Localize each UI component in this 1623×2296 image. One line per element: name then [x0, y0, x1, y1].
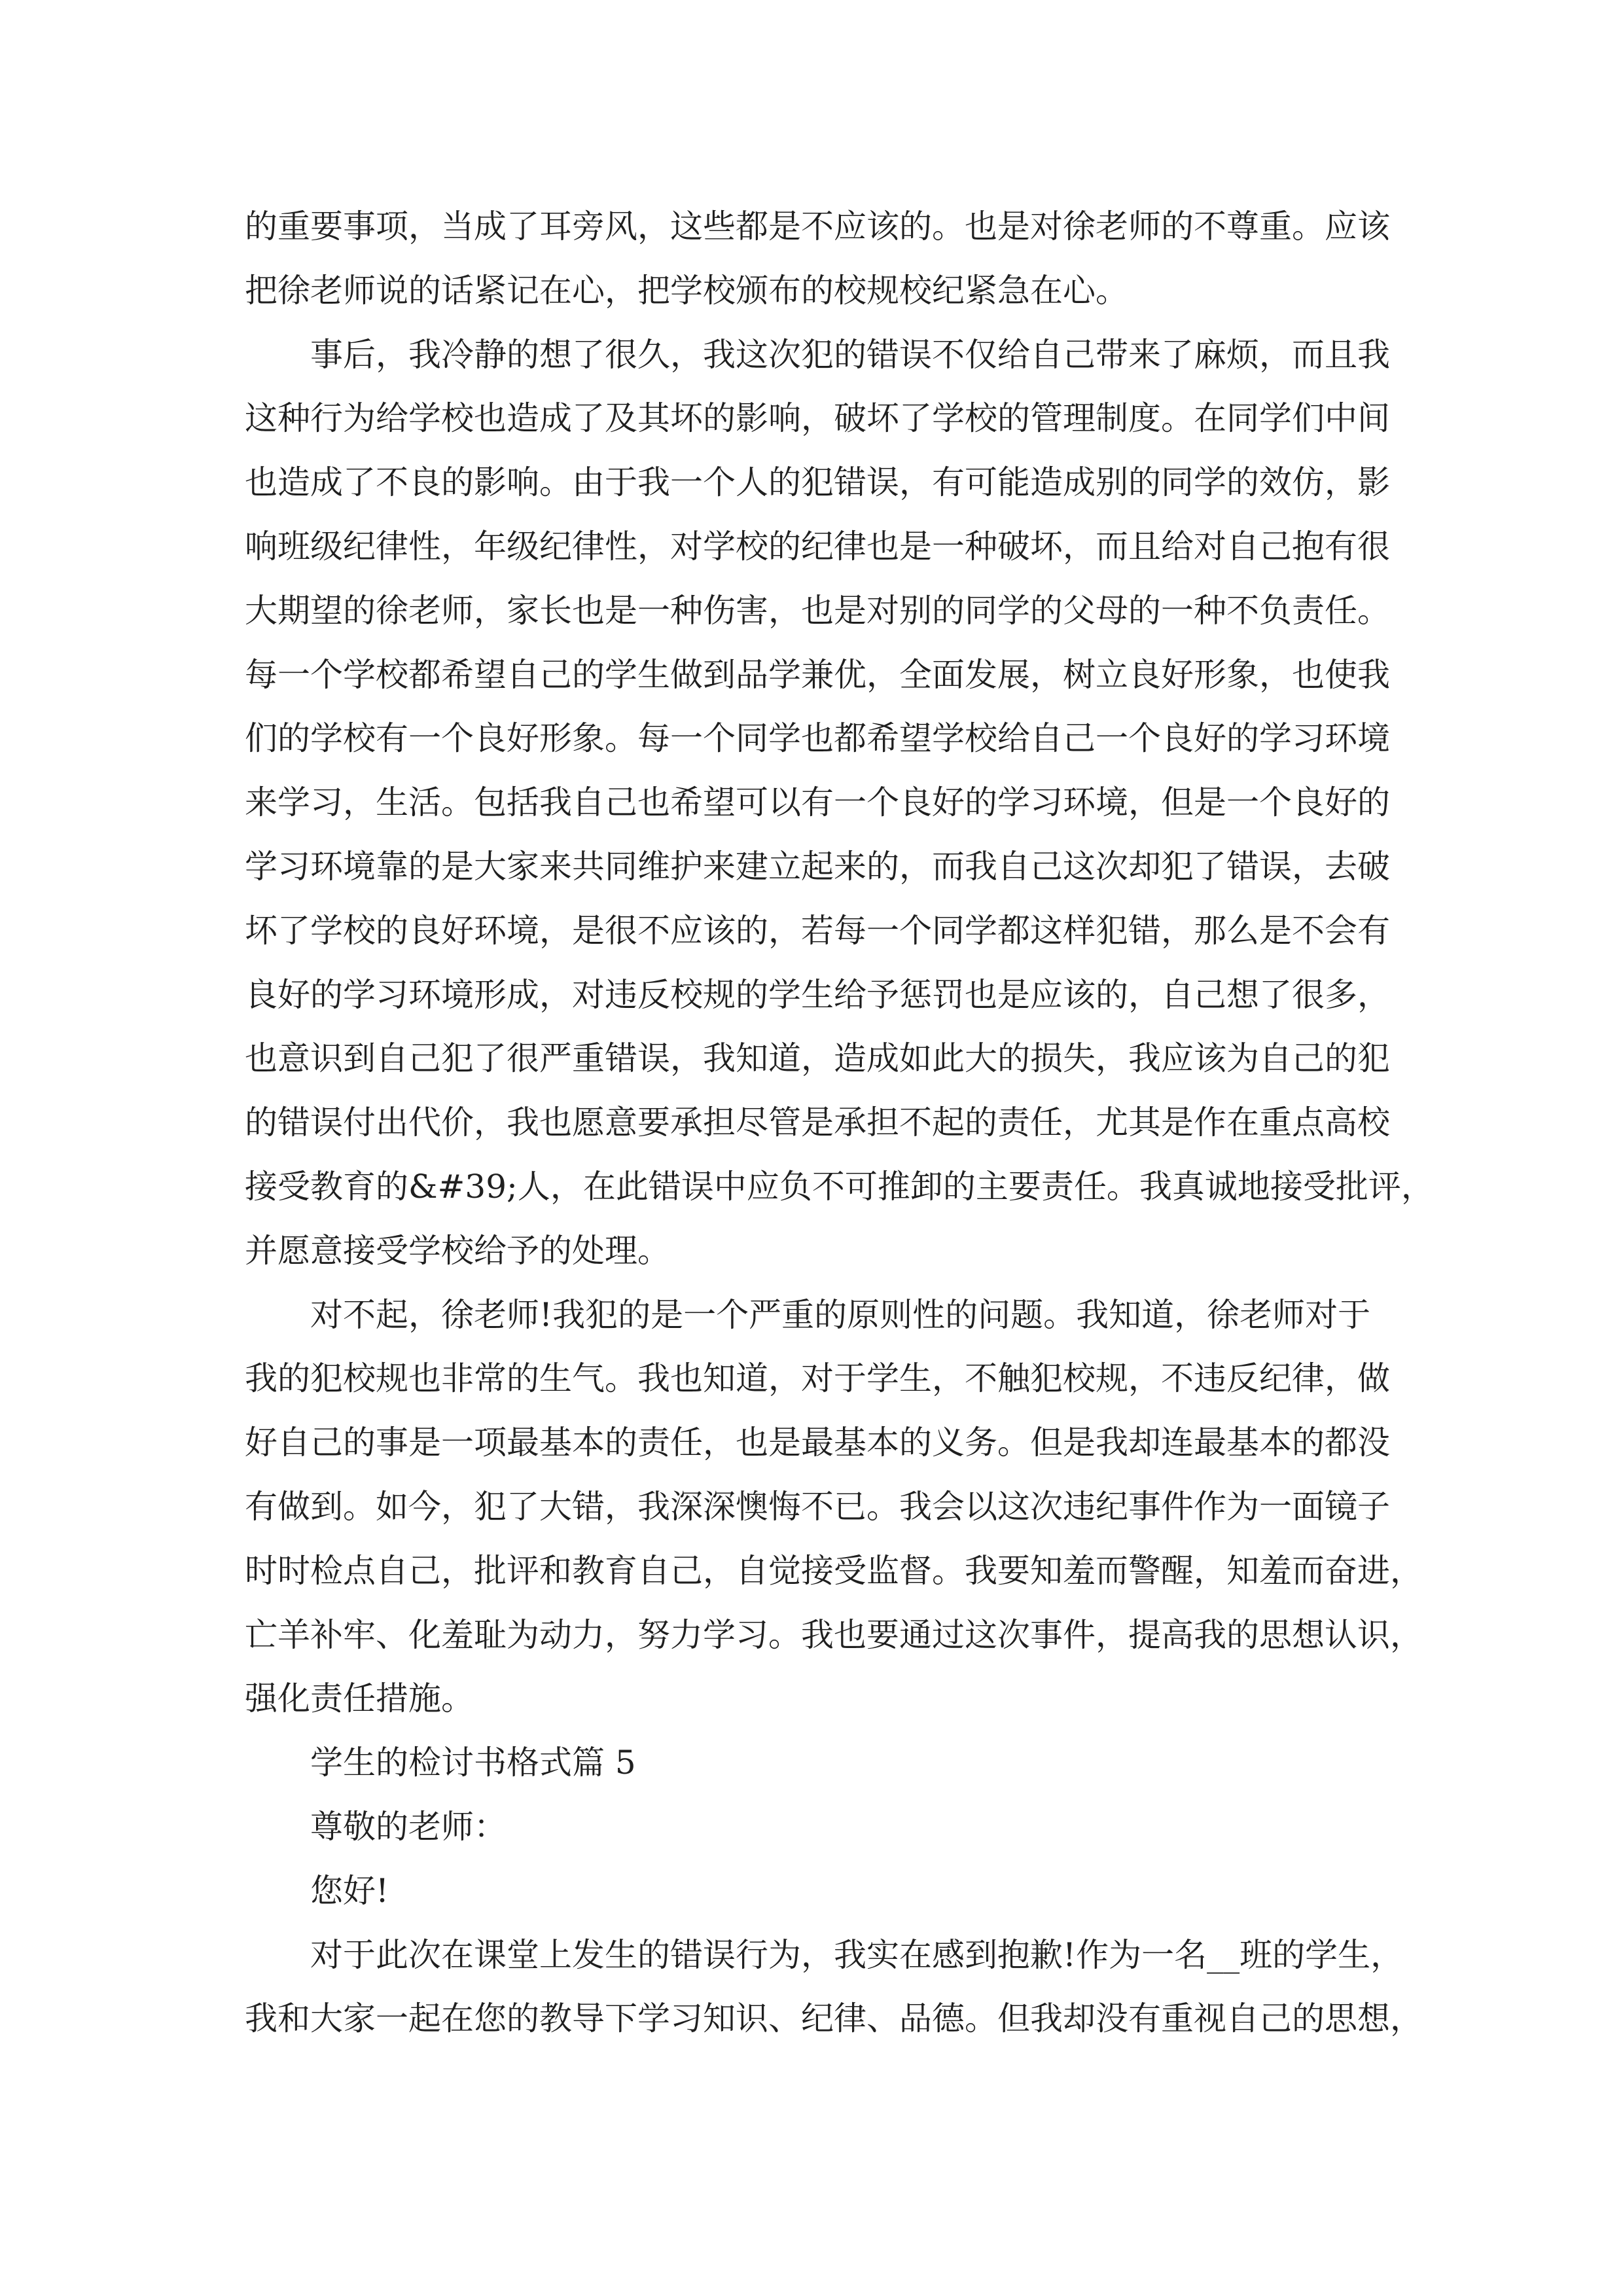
- salutation: 尊敬的老师：: [310, 1807, 507, 1846]
- text-line: 好自己的事是一项最基本的责任，也是最基本的义务。但是我却连最基本的都没: [245, 1424, 1390, 1462]
- text-line: 接受教育的&#39;人，在此错误中应负不可推卸的主要责任。我真诚地接受批评，: [245, 1167, 1434, 1206]
- text-line: 事后，我冷静的想了很久，我这次犯的错误不仅给自己带来了麻烦，而且我: [310, 335, 1390, 374]
- greeting: 您好!: [310, 1871, 389, 1910]
- text-line: 也意识到自己犯了很严重错误，我知道，造成如此大的损失，我应该为自己的犯: [245, 1039, 1390, 1078]
- text-line: 们的学校有一个良好形象。每一个同学也都希望学校给自己一个良好的学习环境: [245, 719, 1390, 758]
- section-heading: 学生的检讨书格式篇 5: [310, 1744, 636, 1782]
- text-line: 的重要事项，当成了耳旁风，这些都是不应该的。也是对徐老师的不尊重。应该: [245, 207, 1390, 245]
- text-line: 并愿意接受学校给予的处理。: [245, 1231, 670, 1270]
- text-line: 我的犯校规也非常的生气。我也知道，对于学生，不触犯校规，不违反纪律，做: [245, 1359, 1390, 1398]
- text-line: 亡羊补牢、化羞耻为动力，努力学习。我也要通过这次事件，提高我的思想认识，: [245, 1615, 1423, 1654]
- text-line: 有做到。如今，犯了大错，我深深懊悔不已。我会以这次违纪事件作为一面镜子: [245, 1487, 1390, 1526]
- text-line: 强化责任措施。: [245, 1679, 474, 1718]
- text-line: 把徐老师说的话紧记在心，把学校颁布的校规校纪紧急在心。: [245, 271, 1128, 310]
- text-line: 对不起，徐老师!我犯的是一个严重的原则性的问题。我知道，徐老师对于: [310, 1295, 1371, 1334]
- text-line: 对于此次在课堂上发生的错误行为，我实在感到抱歉!作为一名__班的学生，: [310, 1935, 1404, 1974]
- text-line: 这种行为给学校也造成了及其坏的影响，破坏了学校的管理制度。在同学们中间: [245, 399, 1390, 438]
- text-line: 良好的学习环境形成，对违反校规的学生给予惩罚也是应该的，自己想了很多，: [245, 975, 1390, 1014]
- text-line: 大期望的徐老师，家长也是一种伤害，也是对别的同学的父母的一种不负责任。: [245, 591, 1390, 630]
- text-line: 时时检点自己，批评和教育自己，自觉接受监督。我要知羞而警醒，知羞而奋进，: [245, 1551, 1423, 1590]
- text-line: 每一个学校都希望自己的学生做到品学兼优，全面发展，树立良好形象，也使我: [245, 655, 1390, 694]
- document-body: [245, 195, 1434, 2051]
- text-line: 来学习，生活。包括我自己也希望可以有一个良好的学习环境，但是一个良好的: [245, 783, 1390, 822]
- text-line: 学习环境靠的是大家来共同维护来建立起来的，而我自己这次却犯了错误，去破: [245, 847, 1390, 886]
- text-line: 坏了学校的良好环境，是很不应该的，若每一个同学都这样犯错，那么是不会有: [245, 911, 1390, 950]
- text-line: 我和大家一起在您的教导下学习知识、纪律、品德。但我却没有重视自己的思想，: [245, 2000, 1423, 2038]
- text-line: 的错误付出代价，我也愿意要承担尽管是承担不起的责任，尤其是作在重点高校: [245, 1103, 1390, 1142]
- text-line: 也造成了不良的影响。由于我一个人的犯错误，有可能造成别的同学的效仿，影: [245, 463, 1390, 502]
- text-line: 响班级纪律性，年级纪律性，对学校的纪律也是一种破坏，而且给对自己抱有很: [245, 527, 1390, 565]
